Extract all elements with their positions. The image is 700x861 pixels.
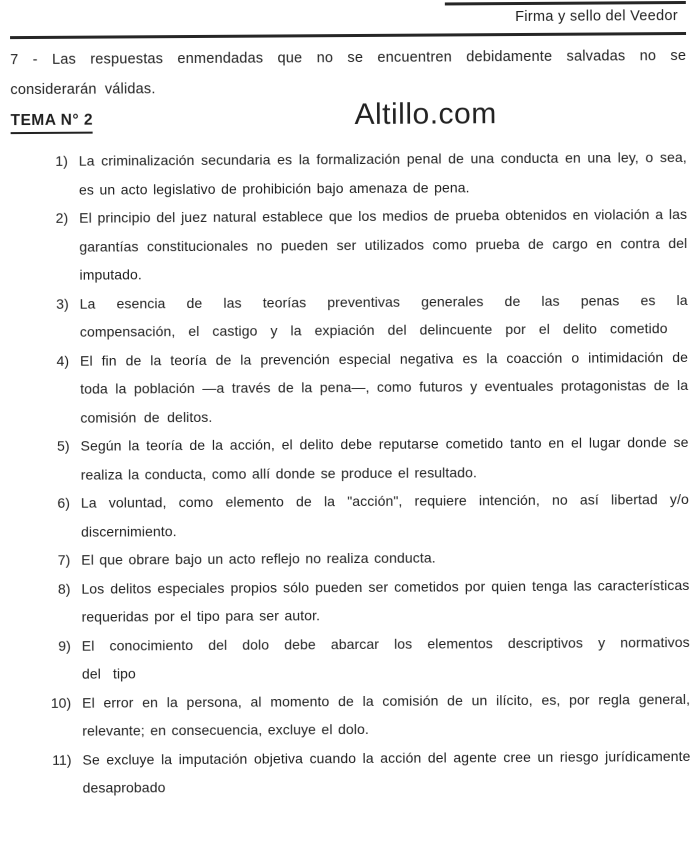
question-text: El principio del juez natural establece que los medios de prueba obtenidos en violación a las garantías constitucionales no pueden ser utilizados como prueba de cargo en contra del imputado. bbox=[79, 205, 688, 283]
question-item bbox=[13, 570, 689, 631]
question-number: 4) bbox=[56, 352, 70, 369]
question-number: 10) bbox=[50, 694, 72, 711]
question-text: La voluntad, como elemento de la "acción", requiere intención, no así libertad y/o discernimiento. bbox=[80, 490, 689, 540]
section-header-row bbox=[10, 97, 686, 140]
question-number: 3) bbox=[56, 295, 69, 312]
question-item bbox=[11, 200, 688, 290]
signature-block bbox=[445, 1, 686, 29]
question-number: 6) bbox=[57, 494, 70, 511]
signature-label: Firma y sello del Veedor bbox=[515, 8, 678, 26]
question-text: El que obrare bajo un acto reflejo no realiza conducta. bbox=[81, 549, 436, 568]
question-number: 8) bbox=[57, 580, 71, 597]
question-number: 1) bbox=[55, 152, 68, 169]
question-item bbox=[13, 485, 689, 546]
section-title: TEMA N° 2 bbox=[11, 112, 94, 135]
question-item bbox=[14, 684, 690, 745]
watermark-text: Altillo.com bbox=[354, 97, 497, 132]
question-item bbox=[14, 627, 690, 688]
question-number: 2) bbox=[55, 209, 69, 226]
rule-7-note: 7 - Las respuestas enmendadas que no se encuentren debidamente salvadas no se considerarán válidas. bbox=[10, 47, 687, 99]
question-number: 5) bbox=[57, 437, 70, 454]
question-text: El conocimiento del dolo debe abarcar los elementos descriptivos y normativos del tipo bbox=[81, 633, 690, 682]
question-number: 11) bbox=[52, 751, 72, 768]
question-item bbox=[14, 741, 690, 802]
question-text: Los delitos especiales propios sólo pueden ser cometidos por quien tenga las características requeridas por el tipo para ser autor. bbox=[81, 576, 690, 625]
question-text: El fin de la teoría de la prevención especial negativa es la coacción o intimidación de toda la población —a través de la pena—, como futuros y eventuales protagonistas de la comisión de delitos. bbox=[79, 348, 689, 426]
question-item bbox=[12, 285, 688, 346]
question-text: Según la teoría de la acción, el delito debe reputarse cometido tanto en el lugar donde se realiza la conducta, como allí donde se produce el resultado. bbox=[80, 433, 689, 483]
question-item bbox=[13, 542, 689, 575]
question-number: 9) bbox=[58, 637, 71, 654]
question-item bbox=[11, 143, 687, 204]
question-text: El error en la persona, al momento de la comisión de un ilícito, es, por regla general, relevante; en consecuencia, excluye el dolo. bbox=[82, 690, 691, 739]
question-item bbox=[12, 342, 689, 432]
question-number: 7) bbox=[57, 551, 71, 568]
question-text: La criminalización secundaria es la formalización penal de una conducta en una ley, o sea, es un acto legislativo de prohibición bajo amenaza de pena. bbox=[78, 148, 687, 198]
question-list bbox=[11, 143, 691, 803]
divider-line bbox=[10, 32, 686, 39]
question-item bbox=[12, 428, 688, 489]
question-text: Se excluye la imputación objetiva cuando la acción del agente cree un riesgo jurídicamente desaprobado bbox=[82, 747, 691, 796]
question-text: La esencia de las teorías preventivas generales de las penas es la compensación, el castigo y la expiación del delincuente por el delito cometido bbox=[79, 291, 688, 340]
